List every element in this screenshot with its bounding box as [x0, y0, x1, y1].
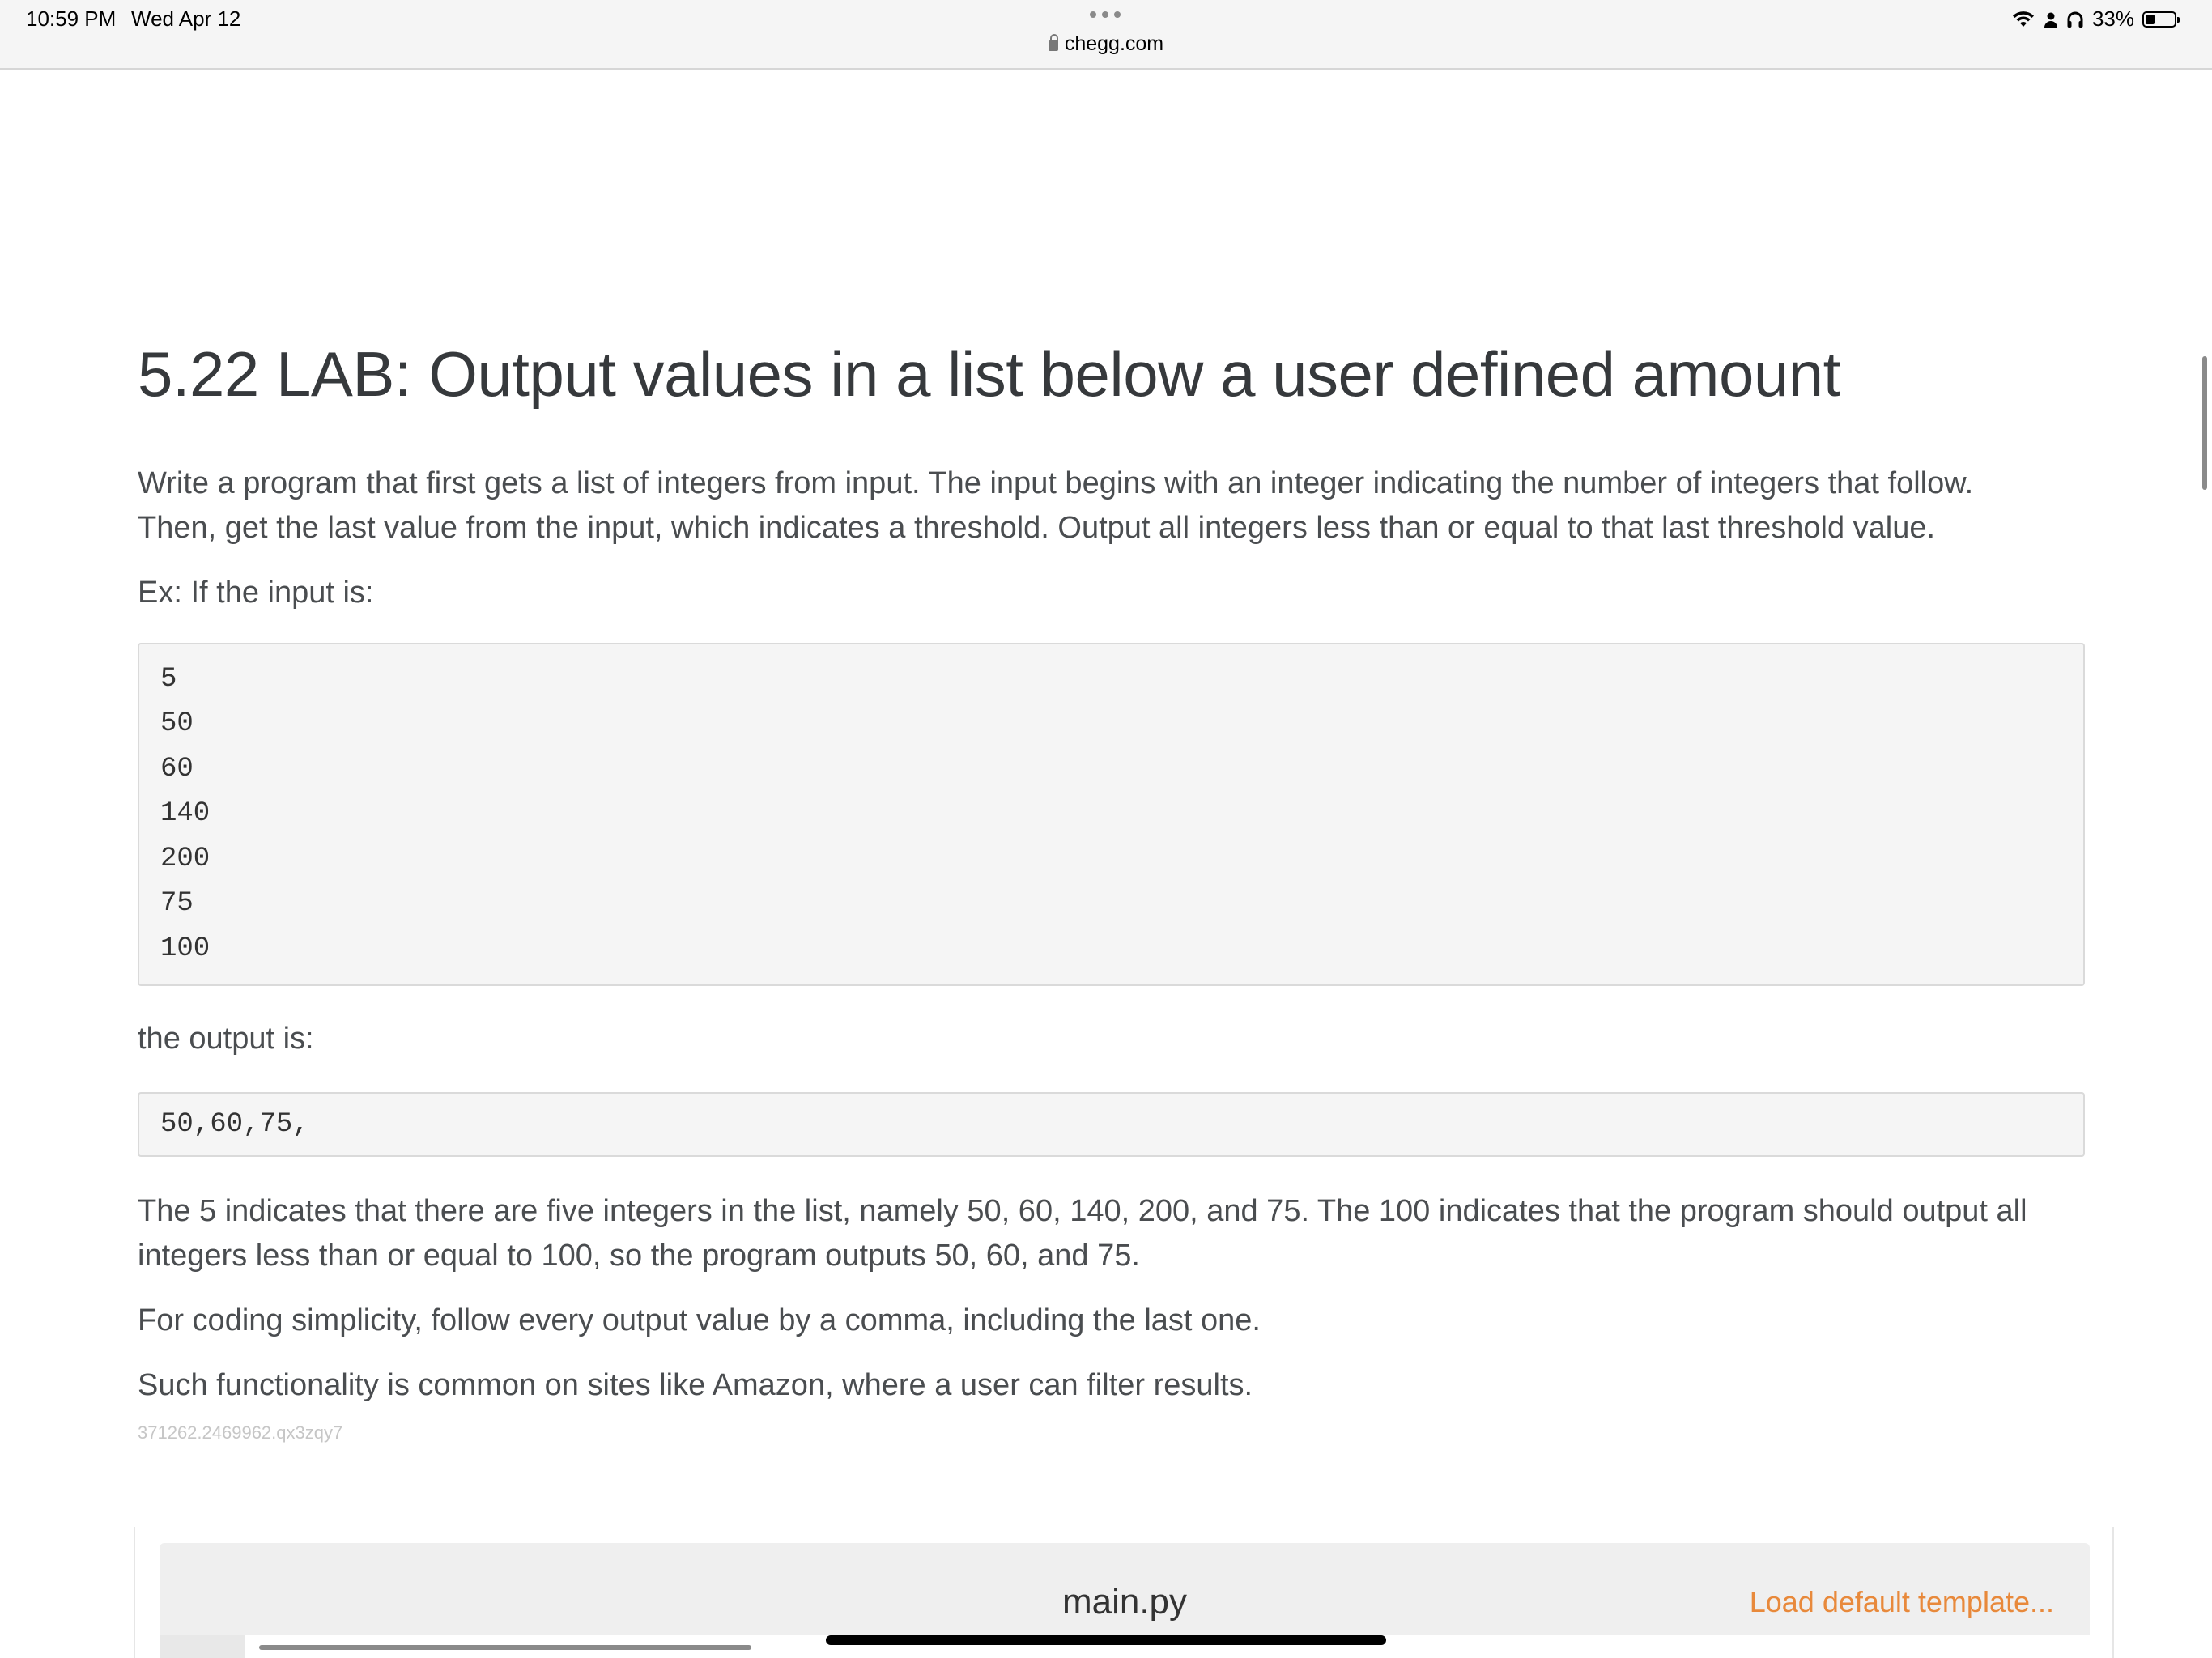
lab-content [138, 340, 2085, 1443]
status-time: 10:59 PM [26, 6, 117, 31]
wifi-icon [2011, 11, 2035, 28]
example-output-block [138, 1092, 2085, 1157]
intro-paragraph [138, 461, 2085, 551]
line-number-gutter [160, 1635, 245, 1658]
input-line: 140 [160, 798, 211, 830]
input-line: 50 [160, 708, 194, 740]
horizontal-scrollbar[interactable] [259, 1645, 751, 1650]
url-text: chegg.com [1064, 32, 1164, 55]
input-line: 5 [160, 663, 177, 695]
vertical-scrollbar[interactable] [2202, 356, 2207, 490]
battery-percent: 33% [2091, 6, 2134, 31]
person-icon [2044, 11, 2058, 28]
intro-line: Then, get the last value from the input, which indicates a threshold. Output all integers less than or equal to that last threshold value. [138, 510, 1936, 545]
functionality-note: Such functionality is common on sites like Amazon, where a user can filter results. [138, 1368, 1253, 1403]
input-line: 60 [160, 753, 194, 784]
input-line: 200 [160, 843, 211, 874]
more-dots-icon[interactable] [1090, 11, 1121, 18]
status-date: Wed Apr 12 [131, 6, 241, 31]
output-label: the output is: [138, 1022, 314, 1056]
load-default-template-link[interactable]: Load default template... [1749, 1585, 2054, 1618]
problem-hash: 371262.2469962.qx3zqy7 [138, 1422, 343, 1443]
input-line: 75 [160, 888, 194, 920]
editor-filename: main.py [1061, 1582, 1188, 1622]
example-label: Ex: If the input is: [138, 575, 374, 610]
headphones-icon [2066, 11, 2084, 28]
coding-note: For coding simplicity, follow every output value by a comma, including the last one. [138, 1303, 1261, 1338]
lock-icon [1049, 40, 1058, 51]
explanation-paragraph [138, 1189, 2085, 1278]
address-bar[interactable] [0, 32, 2212, 56]
intro-line: Write a program that first gets a list of integers from input. The input begins with an integer indicating the number of integers that follow. [138, 466, 1974, 500]
example-input-block [138, 643, 2085, 987]
status-icons [2011, 6, 2176, 32]
lab-title: 5.22 LAB: Output values in a list below a user defined amount [138, 338, 1840, 410]
explanation-line: integers less than or equal to 100, so the program outputs 50, 60, and 75. [138, 1239, 1140, 1273]
explanation-line: The 5 indicates that there are five integers in the list, namely 50, 60, 140, 200, and 75. The 100 indicates that the program should output all [138, 1194, 2027, 1229]
output-value: 50,60,75, [160, 1109, 309, 1141]
home-indicator[interactable] [826, 1635, 1386, 1645]
battery-icon [2142, 11, 2176, 28]
status-bar [0, 0, 2212, 70]
input-line: 100 [160, 933, 211, 964]
